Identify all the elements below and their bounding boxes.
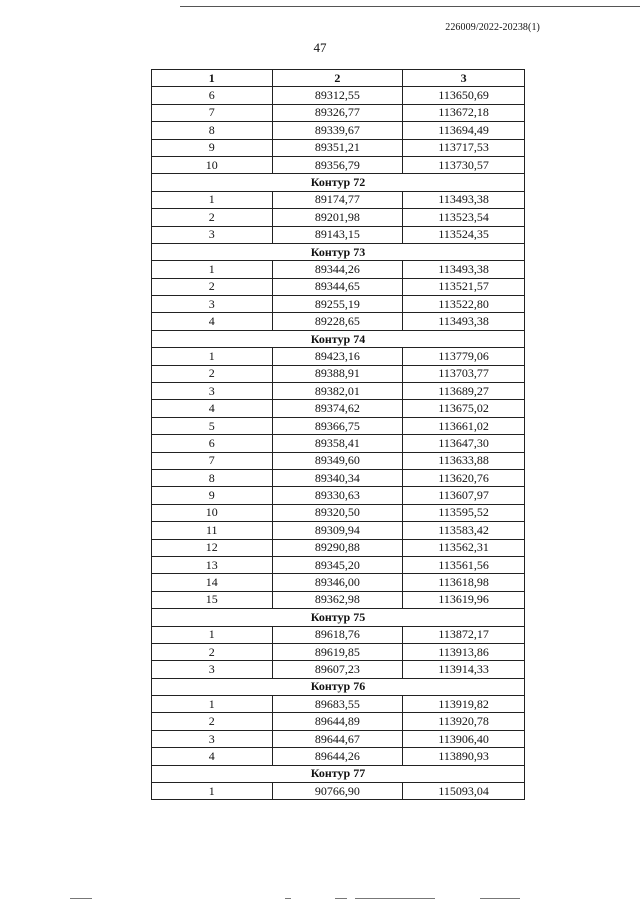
y-coordinate-cell: 113522,80 xyxy=(403,296,525,313)
scan-mark xyxy=(355,898,435,899)
point-number-cell: 3 xyxy=(152,296,273,313)
point-number-cell: 2 xyxy=(152,643,273,660)
section-title: Контур 72 xyxy=(152,174,525,191)
point-number-cell: 13 xyxy=(152,556,273,573)
y-coordinate-cell: 113524,35 xyxy=(403,226,525,243)
point-number-cell: 6 xyxy=(152,87,273,104)
y-coordinate-cell: 113920,78 xyxy=(403,713,525,730)
point-number-cell: 2 xyxy=(152,278,273,295)
section-title: Контур 73 xyxy=(152,243,525,260)
scan-mark xyxy=(335,898,347,899)
y-coordinate-cell: 113717,53 xyxy=(403,139,525,156)
y-coordinate-cell: 113703,77 xyxy=(403,365,525,382)
y-coordinate-cell: 113633,88 xyxy=(403,452,525,469)
table-row xyxy=(152,713,525,730)
header-cell-x: 2 xyxy=(272,70,403,87)
point-number-cell: 4 xyxy=(152,313,273,330)
x-coordinate-cell: 89351,21 xyxy=(272,139,403,156)
x-coordinate-cell: 89358,41 xyxy=(272,435,403,452)
y-coordinate-cell: 113890,93 xyxy=(403,748,525,765)
x-coordinate-cell: 89423,16 xyxy=(272,348,403,365)
coordinates-table xyxy=(151,69,525,800)
table-row xyxy=(152,226,525,243)
table-row xyxy=(152,539,525,556)
point-number-cell: 1 xyxy=(152,191,273,208)
point-number-cell: 4 xyxy=(152,400,273,417)
x-coordinate-cell: 89344,26 xyxy=(272,261,403,278)
table-row xyxy=(152,487,525,504)
table-row xyxy=(152,574,525,591)
x-coordinate-cell: 89644,67 xyxy=(272,730,403,747)
point-number-cell: 10 xyxy=(152,504,273,521)
section-title: Контур 76 xyxy=(152,678,525,695)
point-number-cell: 1 xyxy=(152,783,273,800)
table-row xyxy=(152,313,525,330)
section-row xyxy=(152,765,525,782)
section-title: Контур 77 xyxy=(152,765,525,782)
x-coordinate-cell: 89382,01 xyxy=(272,383,403,400)
x-coordinate-cell: 89366,75 xyxy=(272,417,403,434)
point-number-cell: 10 xyxy=(152,156,273,173)
x-coordinate-cell: 90766,90 xyxy=(272,783,403,800)
header-cell-point: 1 xyxy=(152,70,273,87)
section-row xyxy=(152,330,525,347)
point-number-cell: 11 xyxy=(152,522,273,539)
document-id: 226009/2022-20238(1) xyxy=(445,22,540,33)
table-row xyxy=(152,209,525,226)
point-number-cell: 1 xyxy=(152,696,273,713)
table-row xyxy=(152,400,525,417)
table-row xyxy=(152,191,525,208)
x-coordinate-cell: 89683,55 xyxy=(272,696,403,713)
y-coordinate-cell: 113661,02 xyxy=(403,417,525,434)
table-row xyxy=(152,139,525,156)
point-number-cell: 5 xyxy=(152,417,273,434)
x-coordinate-cell: 89326,77 xyxy=(272,104,403,121)
top-rule xyxy=(180,6,640,7)
y-coordinate-cell: 113561,56 xyxy=(403,556,525,573)
x-coordinate-cell: 89345,20 xyxy=(272,556,403,573)
x-coordinate-cell: 89255,19 xyxy=(272,296,403,313)
y-coordinate-cell: 113650,69 xyxy=(403,87,525,104)
table-row xyxy=(152,522,525,539)
section-row xyxy=(152,174,525,191)
point-number-cell: 2 xyxy=(152,365,273,382)
x-coordinate-cell: 89330,63 xyxy=(272,487,403,504)
y-coordinate-cell: 113595,52 xyxy=(403,504,525,521)
y-coordinate-cell: 113620,76 xyxy=(403,469,525,486)
x-coordinate-cell: 89339,67 xyxy=(272,122,403,139)
y-coordinate-cell: 113730,57 xyxy=(403,156,525,173)
table-body xyxy=(152,70,525,800)
x-coordinate-cell: 89290,88 xyxy=(272,539,403,556)
table-row xyxy=(152,104,525,121)
section-title: Контур 74 xyxy=(152,330,525,347)
y-coordinate-cell: 113562,31 xyxy=(403,539,525,556)
x-coordinate-cell: 89201,98 xyxy=(272,209,403,226)
table-row xyxy=(152,748,525,765)
point-number-cell: 15 xyxy=(152,591,273,608)
table-row xyxy=(152,696,525,713)
point-number-cell: 7 xyxy=(152,104,273,121)
y-coordinate-cell: 113694,49 xyxy=(403,122,525,139)
x-coordinate-cell: 89346,00 xyxy=(272,574,403,591)
x-coordinate-cell: 89228,65 xyxy=(272,313,403,330)
header-cell-y: 3 xyxy=(403,70,525,87)
point-number-cell: 3 xyxy=(152,383,273,400)
point-number-cell: 12 xyxy=(152,539,273,556)
y-coordinate-cell: 113919,82 xyxy=(403,696,525,713)
table-row xyxy=(152,383,525,400)
table-row xyxy=(152,556,525,573)
page-number: 47 xyxy=(313,40,327,55)
point-number-cell: 2 xyxy=(152,713,273,730)
x-coordinate-cell: 89309,94 xyxy=(272,522,403,539)
y-coordinate-cell: 113913,86 xyxy=(403,643,525,660)
scan-mark xyxy=(480,898,520,899)
y-coordinate-cell: 113906,40 xyxy=(403,730,525,747)
y-coordinate-cell: 113493,38 xyxy=(403,261,525,278)
point-number-cell: 3 xyxy=(152,226,273,243)
y-coordinate-cell: 113647,30 xyxy=(403,435,525,452)
table-row xyxy=(152,156,525,173)
table-row xyxy=(152,296,525,313)
y-coordinate-cell: 113872,17 xyxy=(403,626,525,643)
table-header-row xyxy=(152,70,525,87)
y-coordinate-cell: 113618,98 xyxy=(403,574,525,591)
table-row xyxy=(152,417,525,434)
y-coordinate-cell: 113914,33 xyxy=(403,661,525,678)
point-number-cell: 1 xyxy=(152,348,273,365)
point-number-cell: 8 xyxy=(152,122,273,139)
x-coordinate-cell: 89618,76 xyxy=(272,626,403,643)
table-row xyxy=(152,626,525,643)
point-number-cell: 4 xyxy=(152,748,273,765)
x-coordinate-cell: 89320,50 xyxy=(272,504,403,521)
y-coordinate-cell: 113493,38 xyxy=(403,313,525,330)
y-coordinate-cell: 113619,96 xyxy=(403,591,525,608)
point-number-cell: 1 xyxy=(152,626,273,643)
x-coordinate-cell: 89143,15 xyxy=(272,226,403,243)
x-coordinate-cell: 89344,65 xyxy=(272,278,403,295)
x-coordinate-cell: 89619,85 xyxy=(272,643,403,660)
x-coordinate-cell: 89349,60 xyxy=(272,452,403,469)
point-number-cell: 6 xyxy=(152,435,273,452)
section-row xyxy=(152,243,525,260)
x-coordinate-cell: 89607,23 xyxy=(272,661,403,678)
x-coordinate-cell: 89356,79 xyxy=(272,156,403,173)
section-title: Контур 75 xyxy=(152,609,525,626)
point-number-cell: 14 xyxy=(152,574,273,591)
x-coordinate-cell: 89362,98 xyxy=(272,591,403,608)
point-number-cell: 9 xyxy=(152,487,273,504)
x-coordinate-cell: 89388,91 xyxy=(272,365,403,382)
scan-mark xyxy=(285,898,291,899)
y-coordinate-cell: 113521,57 xyxy=(403,278,525,295)
point-number-cell: 9 xyxy=(152,139,273,156)
x-coordinate-cell: 89644,26 xyxy=(272,748,403,765)
point-number-cell: 8 xyxy=(152,469,273,486)
y-coordinate-cell: 113689,27 xyxy=(403,383,525,400)
y-coordinate-cell: 115093,04 xyxy=(403,783,525,800)
y-coordinate-cell: 113493,38 xyxy=(403,191,525,208)
y-coordinate-cell: 113675,02 xyxy=(403,400,525,417)
table-row xyxy=(152,643,525,660)
table-row xyxy=(152,591,525,608)
table-row xyxy=(152,122,525,139)
table-row xyxy=(152,261,525,278)
x-coordinate-cell: 89174,77 xyxy=(272,191,403,208)
x-coordinate-cell: 89312,55 xyxy=(272,87,403,104)
table-row xyxy=(152,278,525,295)
table-row xyxy=(152,783,525,800)
table-row xyxy=(152,730,525,747)
table-row xyxy=(152,504,525,521)
y-coordinate-cell: 113523,54 xyxy=(403,209,525,226)
x-coordinate-cell: 89374,62 xyxy=(272,400,403,417)
table-row xyxy=(152,87,525,104)
table-row xyxy=(152,348,525,365)
point-number-cell: 7 xyxy=(152,452,273,469)
x-coordinate-cell: 89340,34 xyxy=(272,469,403,486)
y-coordinate-cell: 113779,06 xyxy=(403,348,525,365)
table-row xyxy=(152,661,525,678)
y-coordinate-cell: 113583,42 xyxy=(403,522,525,539)
table-row xyxy=(152,469,525,486)
point-number-cell: 3 xyxy=(152,661,273,678)
scan-mark xyxy=(70,898,92,899)
table-row xyxy=(152,452,525,469)
section-row xyxy=(152,678,525,695)
point-number-cell: 1 xyxy=(152,261,273,278)
section-row xyxy=(152,609,525,626)
table-row xyxy=(152,365,525,382)
x-coordinate-cell: 89644,89 xyxy=(272,713,403,730)
table-row xyxy=(152,435,525,452)
y-coordinate-cell: 113672,18 xyxy=(403,104,525,121)
y-coordinate-cell: 113607,97 xyxy=(403,487,525,504)
point-number-cell: 3 xyxy=(152,730,273,747)
point-number-cell: 2 xyxy=(152,209,273,226)
